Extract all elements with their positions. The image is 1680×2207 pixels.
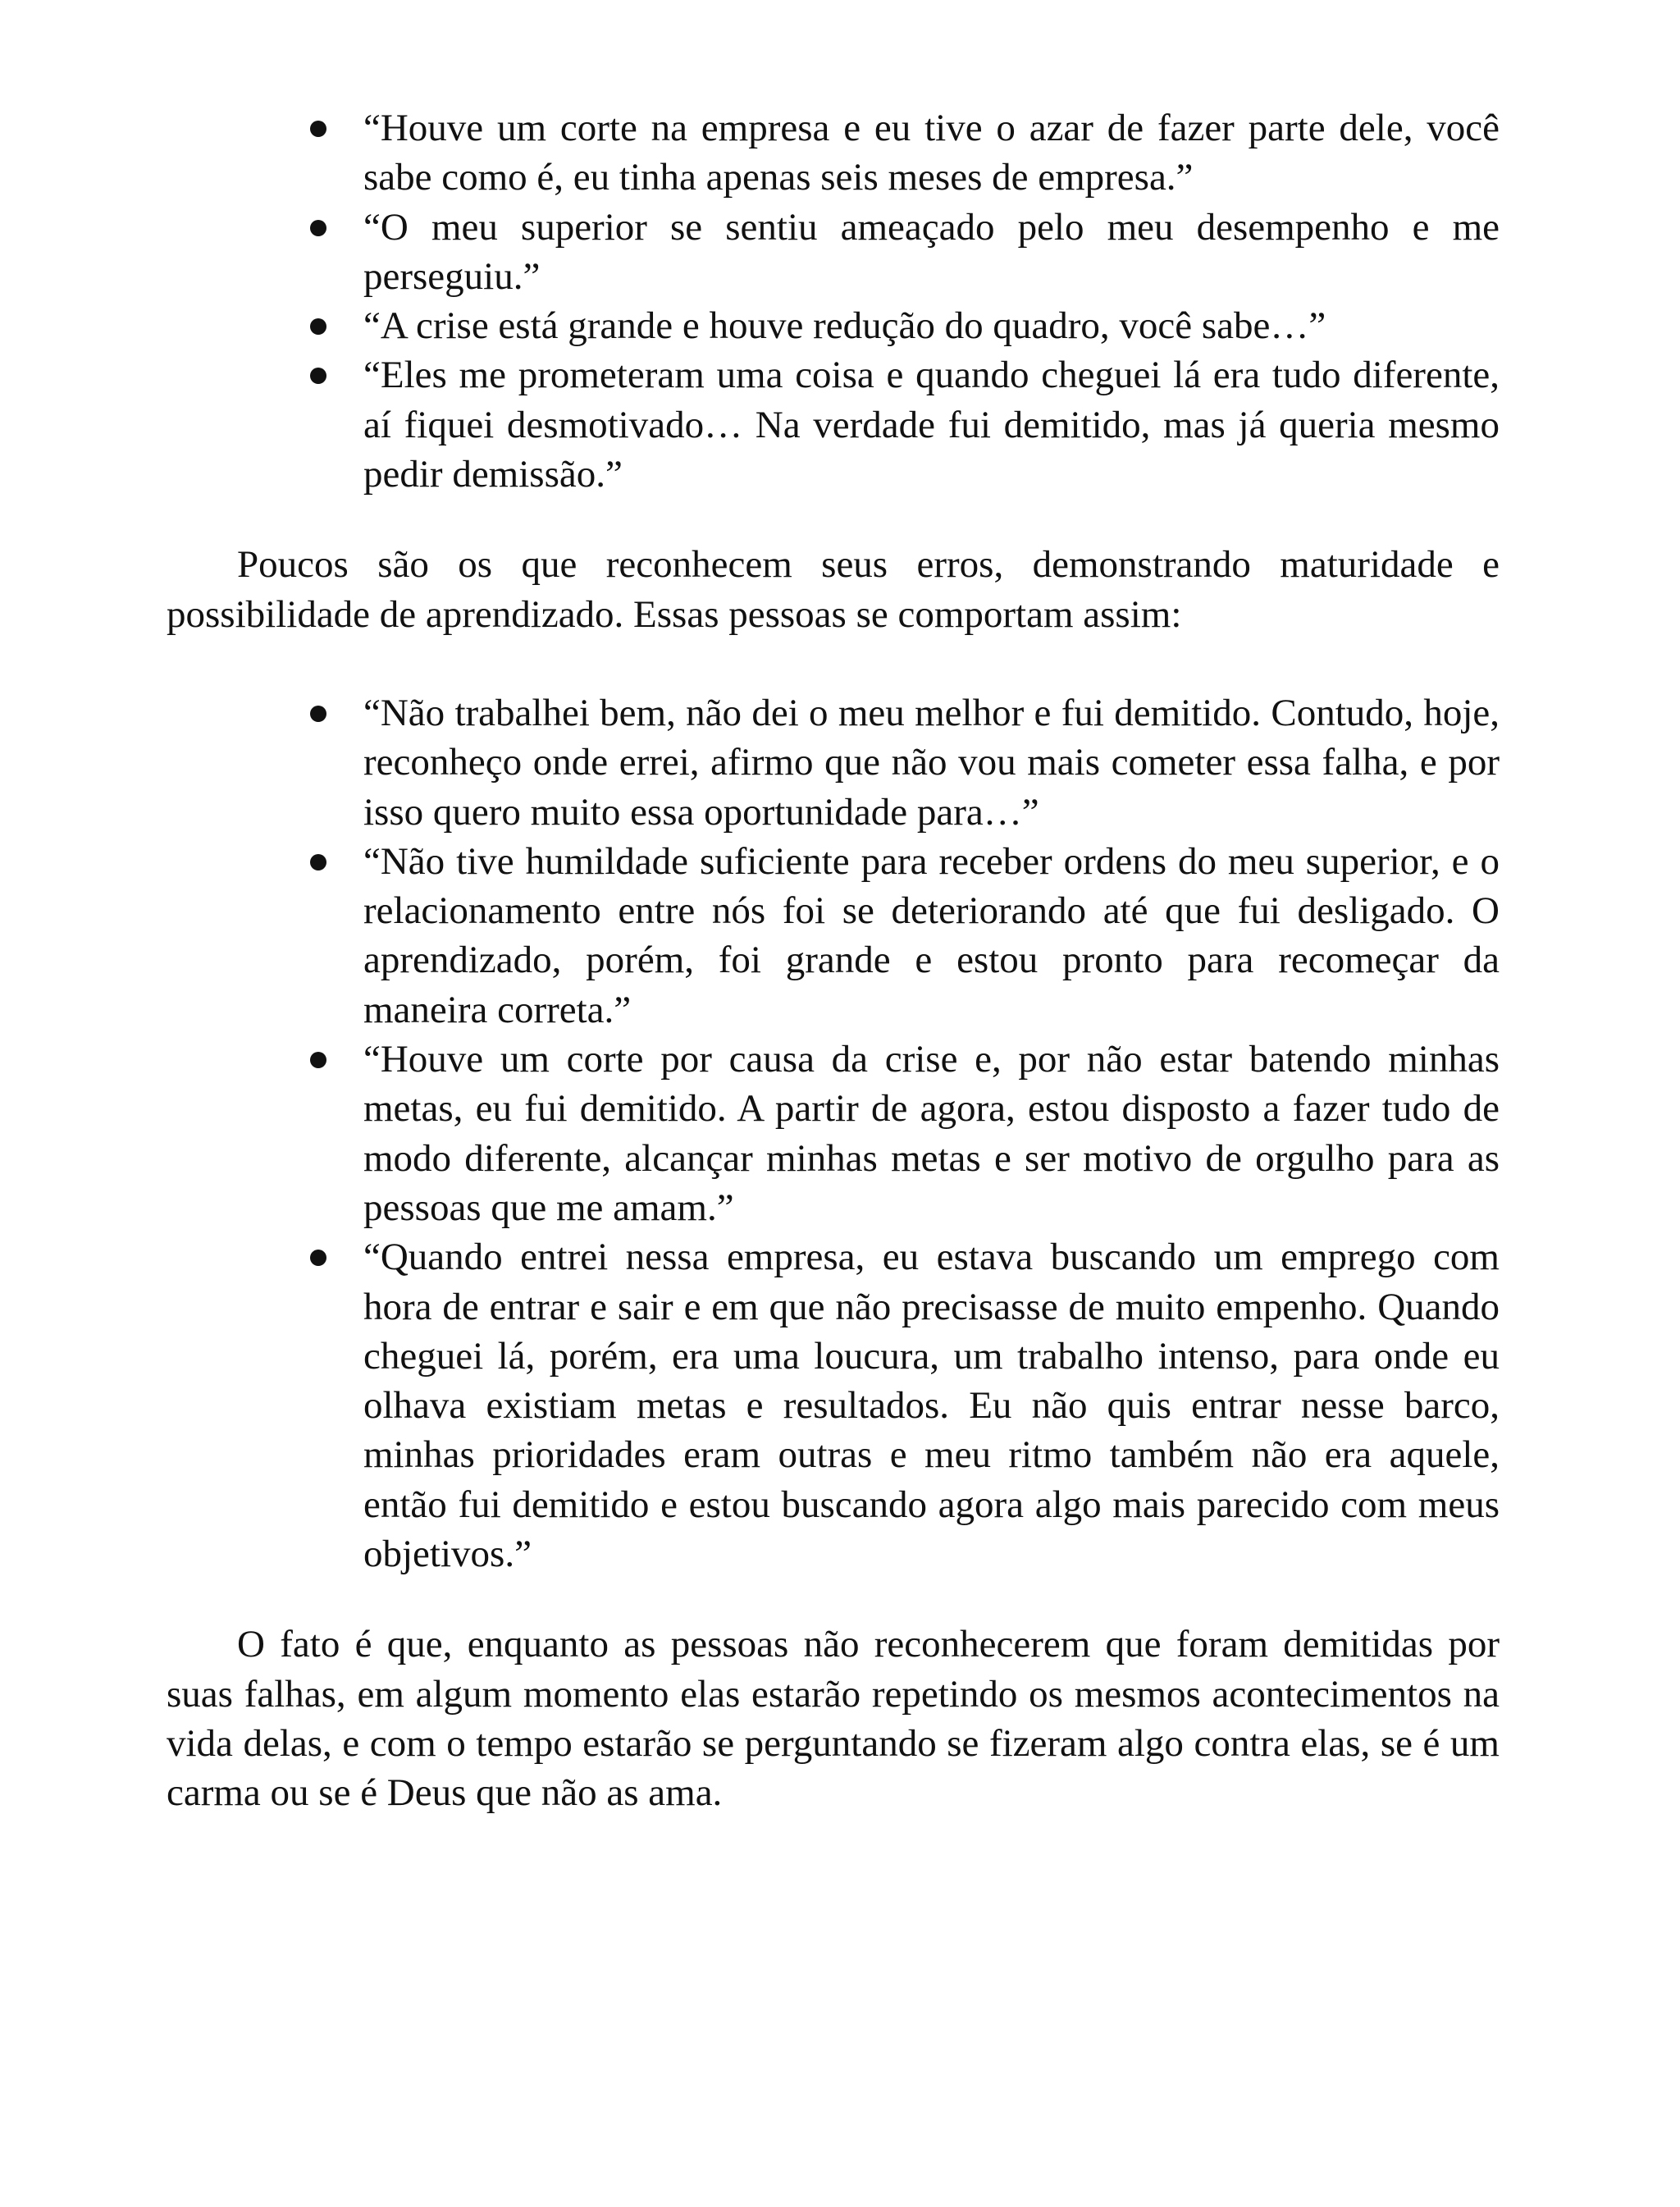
list-item-text: “Houve um corte por causa da crise e, por não estar batendo minhas metas, eu fui demitido. A partir de agora, estou disposto a fazer tudo de modo diferente, alcançar minhas metas e ser motivo de orgulho para as pessoas que me amam.” — [363, 1038, 1500, 1229]
list-item — [363, 350, 1500, 499]
list-item — [363, 301, 1500, 350]
spacer — [167, 639, 1500, 688]
bullet-icon — [310, 220, 326, 236]
list-item-text: “O meu superior se sentiu ameaçado pelo meu desempenho e me perseguiu.” — [363, 205, 1500, 298]
acknowledgment-list — [167, 688, 1500, 1579]
bullet-icon — [310, 1052, 326, 1068]
list-item-text: “Não trabalhei bem, não dei o meu melhor e fui demitido. Contudo, hoje, reconheço onde errei, afirmo que não vou mais cometer essa falha, e por isso quero muito essa oportunidade para…” — [363, 691, 1500, 834]
excuses-list — [167, 103, 1500, 499]
page-body — [167, 103, 1500, 1818]
list-item — [363, 203, 1500, 302]
list-item — [363, 688, 1500, 837]
list-item-text: “A crise está grande e houve redução do quadro, você sabe…” — [363, 304, 1326, 348]
bullet-icon — [310, 854, 326, 870]
list-item — [363, 1035, 1500, 1232]
paragraph: O fato é que, enquanto as pessoas não reconhecerem que foram demitidas por suas falhas, em algum momento elas estarão repetindo os mesmos acontecimentos na vida delas, e com o tempo estarão se perguntando se fizeram algo contra elas, se é um carma ou se é Deus que não as ama. — [167, 1623, 1500, 1815]
bullet-icon — [310, 706, 326, 722]
bullet-icon — [310, 121, 326, 137]
list-item-text: “Eles me prometeram uma coisa e quando cheguei lá era tudo diferente, aí fiquei desmotivado… Na verdade fui demitido, mas já queria mesmo pedir demissão.” — [363, 354, 1500, 496]
list-item — [363, 1232, 1500, 1579]
list-item — [363, 837, 1500, 1035]
spacer — [167, 1579, 1500, 1620]
bullet-icon — [310, 318, 326, 335]
bullet-icon — [310, 1250, 326, 1266]
spacer — [167, 499, 1500, 540]
list-item-text: “Não tive humildade suficiente para receber ordens do meu superior, e o relacionamento entre nós foi se deteriorando até que fui desligado. O aprendizado, porém, foi grande e estou pronto para recomeçar da maneira correta.” — [363, 839, 1500, 1031]
paragraph: Poucos são os que reconhecem seus erros, demonstrando maturidade e possibilidade de aprendizado. Essas pessoas se comportam assim: — [167, 543, 1500, 636]
list-item — [363, 103, 1500, 203]
list-item-text: “Houve um corte na empresa e eu tive o azar de fazer parte dele, você sabe como é, eu tinha apenas seis meses de empresa.” — [363, 107, 1500, 199]
bullet-icon — [310, 368, 326, 384]
list-item-text: “Quando entrei nessa empresa, eu estava buscando um emprego com hora de entrar e sair e em que não precisasse de muito empenho. Quando cheguei lá, porém, era uma loucura, um trabalho intenso, para onde eu olhava existiam metas e resultados. Eu não quis entrar nesse barco, minhas prioridades eram outras e meu ritmo também não era aquele, então fui demitido e estou buscando agora algo mais parecido com meus objetivos.” — [363, 1236, 1500, 1576]
